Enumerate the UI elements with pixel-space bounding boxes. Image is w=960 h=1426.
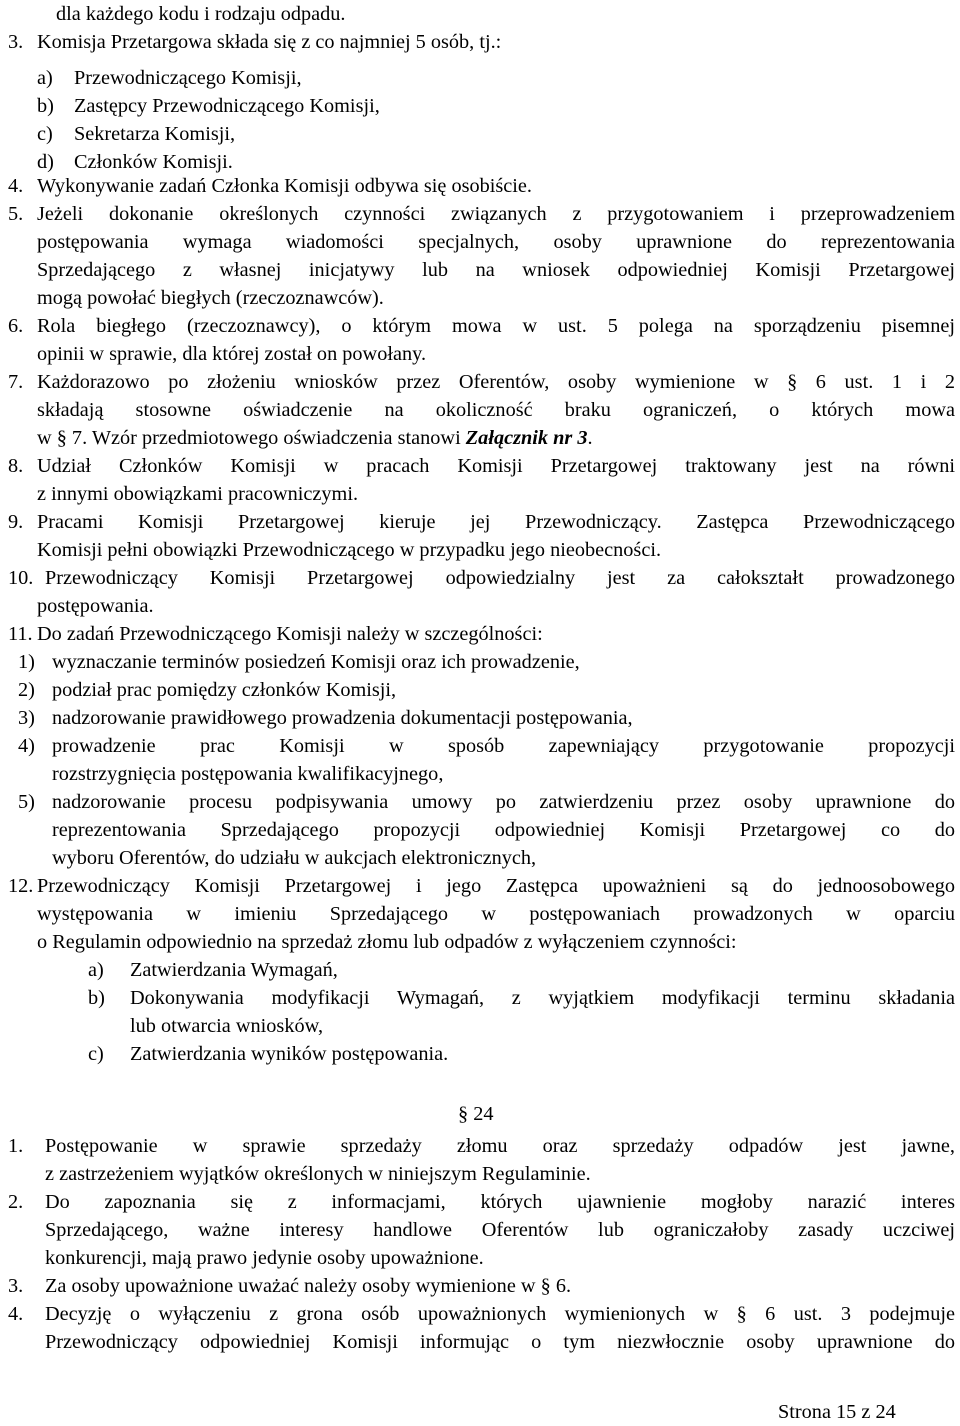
text-line: Przewodniczący Komisji Przetargowej i jego Zastępca upoważnieni są do jednoosobowego <box>37 875 955 897</box>
text-line: mogą powołać biegłych (rzeczoznawców). <box>37 287 384 309</box>
text-line: składają stosowne oświadczenie na okoliczność braku ograniczeń, o których mowa <box>37 399 955 421</box>
text-line: Rola biegłego (rzeczoznawcy), o którym mowa w ust. 5 polega na sporządzeniu pisemnej <box>37 315 955 337</box>
item-number: 3. <box>8 31 24 53</box>
text-line: dla każdego kodu i rodzaju odpadu. <box>56 3 346 25</box>
text-line: Komisja Przetargowa składa się z co najmniej 5 osób, tj.: <box>37 31 502 53</box>
sub-item-number: 1) <box>18 651 35 673</box>
text-line: występowania w imieniu Sprzedającego w postępowaniach prowadzonych w oparciu <box>37 903 955 925</box>
item-number: 9. <box>8 511 24 533</box>
text-line: Decyzję o wyłączeniu z grona osób upoważnionych wymienionych w § 6 ust. 3 podejmuje <box>45 1303 955 1325</box>
item-number: 12. <box>8 875 34 897</box>
sub-item-letter: b) <box>37 95 54 117</box>
text-line: wyboru Oferentów, do udziału w aukcjach elektronicznych, <box>52 847 537 869</box>
item-number: 7. <box>8 371 24 393</box>
text-line: Wykonywanie zadań Członka Komisji odbywa się osobiście. <box>37 175 532 197</box>
text-line: Sekretarza Komisji, <box>74 123 236 145</box>
text-line: Zastępcy Przewodniczącego Komisji, <box>74 95 380 117</box>
text-line: Sprzedającego, ważne interesy handlowe Oferentów lub ograniczałoby zasady uczciwej <box>45 1219 955 1241</box>
text-line: Za osoby upoważnione uważać należy osoby wymienione w § 6. <box>45 1275 572 1297</box>
text-line: Komisji pełni obowiązki Przewodniczącego w przypadku jego nieobecności. <box>37 539 662 561</box>
item-number: 5. <box>8 203 24 225</box>
text-line: Sprzedającego z własnej inicjatywy lub na wniosek odpowiedniej Komisji Przetargowej <box>37 259 955 281</box>
sub-item-letter: d) <box>37 151 54 173</box>
page-number: Strona 15 z 24 <box>778 1401 896 1423</box>
text-line: postępowania. <box>37 595 154 617</box>
text-line: nadzorowanie procesu podpisywania umowy po zatwierdzeniu przez osoby uprawnione do <box>52 791 955 813</box>
text-line: wyznaczanie terminów posiedzeń Komisji oraz ich prowadzenie, <box>52 651 580 673</box>
item-number: 2. <box>8 1191 24 1213</box>
text-line: Zatwierdzania Wymagań, <box>130 959 338 981</box>
text-line: Do zadań Przewodniczącego Komisji należy w szczególności: <box>37 623 543 645</box>
text-line: Przewodniczącego Komisji, <box>74 67 302 89</box>
text-line: podział prac pomiędzy członków Komisji, <box>52 679 397 701</box>
text-line: reprezentowania Sprzedającego propozycji odpowiedniej Komisji Przetargowej co do <box>52 819 955 841</box>
item-number: 1. <box>8 1135 24 1157</box>
sub-item-number: 2) <box>18 679 35 701</box>
sub-item-number: 5) <box>18 791 35 813</box>
text-line: o Regulamin odpowiednio na sprzedaż złomu lub odpadów z wyłączeniem czynności: <box>37 931 737 953</box>
text-line: rozstrzygnięcia postępowania kwalifikacyjnego, <box>52 763 444 785</box>
text-span: w § 7. Wzór przedmiotowego oświadczenia stanowi <box>37 427 466 449</box>
item-number: 4. <box>8 175 24 197</box>
sub-item-number: 3) <box>18 707 35 729</box>
text-line: Przewodniczący odpowiedniej Komisji informując o tym niezwłocznie osoby uprawnione do <box>45 1331 955 1353</box>
sub-item-number: 4) <box>18 735 35 757</box>
sub-item-letter: a) <box>88 959 104 981</box>
text-line: Każdorazowo po złożeniu wniosków przez Oferentów, osoby wymienione w § 6 ust. 1 i 2 <box>37 371 955 393</box>
text-line: postępowania wymaga wiadomości specjalnych, osoby uprawnione do reprezentowania <box>37 231 955 253</box>
sub-item-letter: b) <box>88 987 105 1009</box>
text-line: Jeżeli dokonanie określonych czynności związanych z przygotowaniem i przeprowadzeniem <box>37 203 955 225</box>
item-number: 4. <box>8 1303 24 1325</box>
text-line: prowadzenie prac Komisji w sposób zapewniający przygotowanie propozycji <box>52 735 955 757</box>
sub-item-letter: c) <box>88 1043 104 1065</box>
text-line: Dokonywania modyfikacji Wymagań, z wyjątkiem modyfikacji terminu składania <box>130 987 955 1009</box>
text-line: z innymi obowiązkami pracowniczymi. <box>37 483 359 505</box>
text-line: lub otwarcia wniosków, <box>130 1015 324 1037</box>
item-number: 11. <box>8 623 33 645</box>
text-line: Postępowanie w sprawie sprzedaży złomu oraz sprzedaży odpadów jest jawne, <box>45 1135 955 1157</box>
text-line: Pracami Komisji Przetargowej kieruje jej Przewodniczący. Zastępca Przewodniczącego <box>37 511 955 533</box>
text-line: konkurencji, mają prawo jedynie osoby upoważnione. <box>45 1247 484 1269</box>
attachment-reference: Załącznik nr 3 <box>465 427 588 449</box>
text-line: Udział Członków Komisji w pracach Komisji Przetargowej traktowany jest na równi <box>37 455 955 477</box>
text-span: . <box>587 427 593 449</box>
item-number: 6. <box>8 315 24 337</box>
text-line: Zatwierdzania wyników postępowania. <box>130 1043 449 1065</box>
text-line: Przewodniczący Komisji Przetargowej odpowiedzialny jest za całokształt prowadzonego <box>45 567 955 589</box>
text-line: Do zapoznania się z informacjami, których ujawnienie mogłoby narazić interes <box>45 1191 955 1213</box>
text-line: z zastrzeżeniem wyjątków określonych w niniejszym Regulaminie. <box>45 1163 591 1185</box>
sub-item-letter: c) <box>37 123 53 145</box>
text-line: nadzorowanie prawidłowego prowadzenia dokumentacji postępowania, <box>52 707 633 729</box>
text-line: Członków Komisji. <box>74 151 233 173</box>
section-heading: § 24 <box>458 1103 494 1125</box>
item-number: 10. <box>8 567 34 589</box>
item-number: 3. <box>8 1275 24 1297</box>
text-line <box>37 424 593 452</box>
item-number: 8. <box>8 455 24 477</box>
sub-item-letter: a) <box>37 67 53 89</box>
text-line: opinii w sprawie, dla której został on powołany. <box>37 343 427 365</box>
